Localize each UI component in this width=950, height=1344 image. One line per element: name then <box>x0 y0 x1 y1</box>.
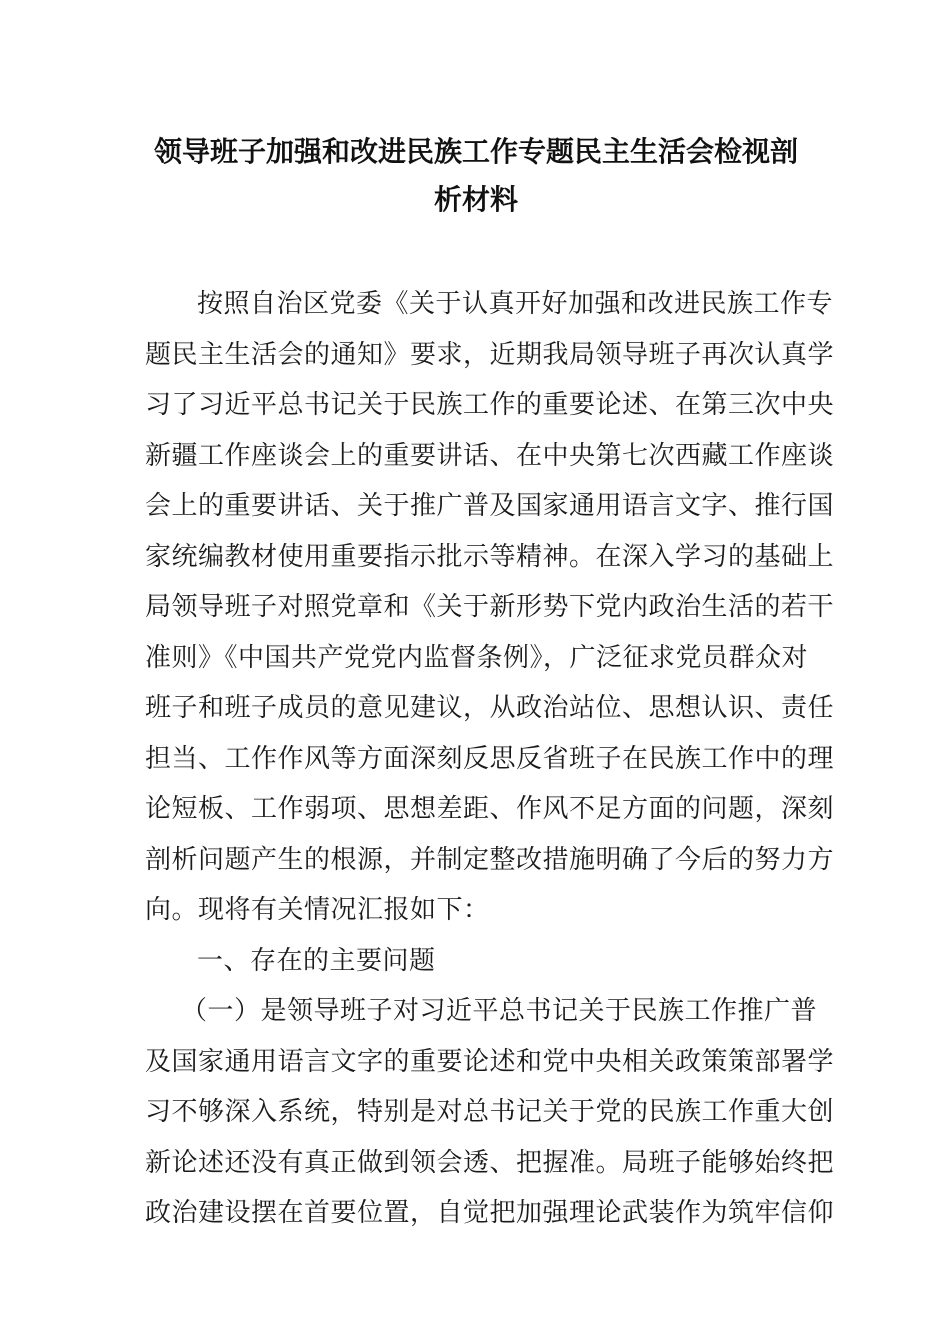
paragraph-line: 及国家通用语言文字的重要论述和党中央相关政策策部署学 <box>145 1046 835 1077</box>
paragraph-line: 政治建设摆在首要位置，自觉把加强理论武装作为筑牢信仰 <box>145 1198 835 1228</box>
paragraph-line: 班子和班子成员的意见建议，从政治站位、思想认识、责任 <box>145 693 835 723</box>
paragraph-line: 剖析问题产生的根源，并制定整改措施明确了今后的努力方 <box>145 844 835 875</box>
paragraph-line: （一）是领导班子对习近平总书记关于民族工作推广普 <box>181 996 818 1026</box>
paragraph-line: 准则》《中国共产党党内监督条例》，广泛征求党员群众对 <box>145 642 809 673</box>
paragraph-line: 新疆工作座谈会上的重要讲话、在中央第七次西藏工作座谈 <box>145 440 835 471</box>
paragraph-line: 按照自治区党委《关于认真开好加强和改进民族工作专 <box>197 289 834 319</box>
paragraph-line: 习了习近平总书记关于民族工作的重要论述、在第三次中央 <box>145 390 835 420</box>
paragraph-line: 题民主生活会的通知》要求，近期我局领导班子再次认真学 <box>145 339 835 370</box>
document-title <box>145 128 807 224</box>
document-body <box>145 279 835 1239</box>
section-heading: 一、存在的主要问题 <box>197 945 436 976</box>
paragraph-line: 会上的重要讲话、关于推广普及国家通用语言文字、推行国 <box>145 491 835 521</box>
paragraph-line: 担当、工作作风等方面深刻反思反省班子在民族工作中的理 <box>145 743 835 774</box>
paragraph-line: 家统编教材使用重要指示批示等精神。在深入学习的基础上 <box>145 541 835 572</box>
title-line: 领导班子加强和改进民族工作专题民主生活会检视剖 <box>153 135 798 168</box>
paragraph-line: 论短板、工作弱项、思想差距、作风不足方面的问题，深刻 <box>145 794 835 824</box>
paragraph-issue-1 <box>145 986 835 1239</box>
paragraph-line: 局领导班子对照党章和《关于新形势下党内政治生活的若干 <box>145 592 835 622</box>
paragraph-intro <box>145 279 835 936</box>
paragraph-line: 向。现将有关情况汇报如下： <box>145 895 490 925</box>
paragraph-line: 习不够深入系统，特别是对总书记关于党的民族工作重大创 <box>145 1097 835 1127</box>
title-line: 析材料 <box>433 183 518 216</box>
paragraph-line: 新论述还没有真正做到领会透、把握准。局班子能够始终把 <box>145 1147 835 1178</box>
